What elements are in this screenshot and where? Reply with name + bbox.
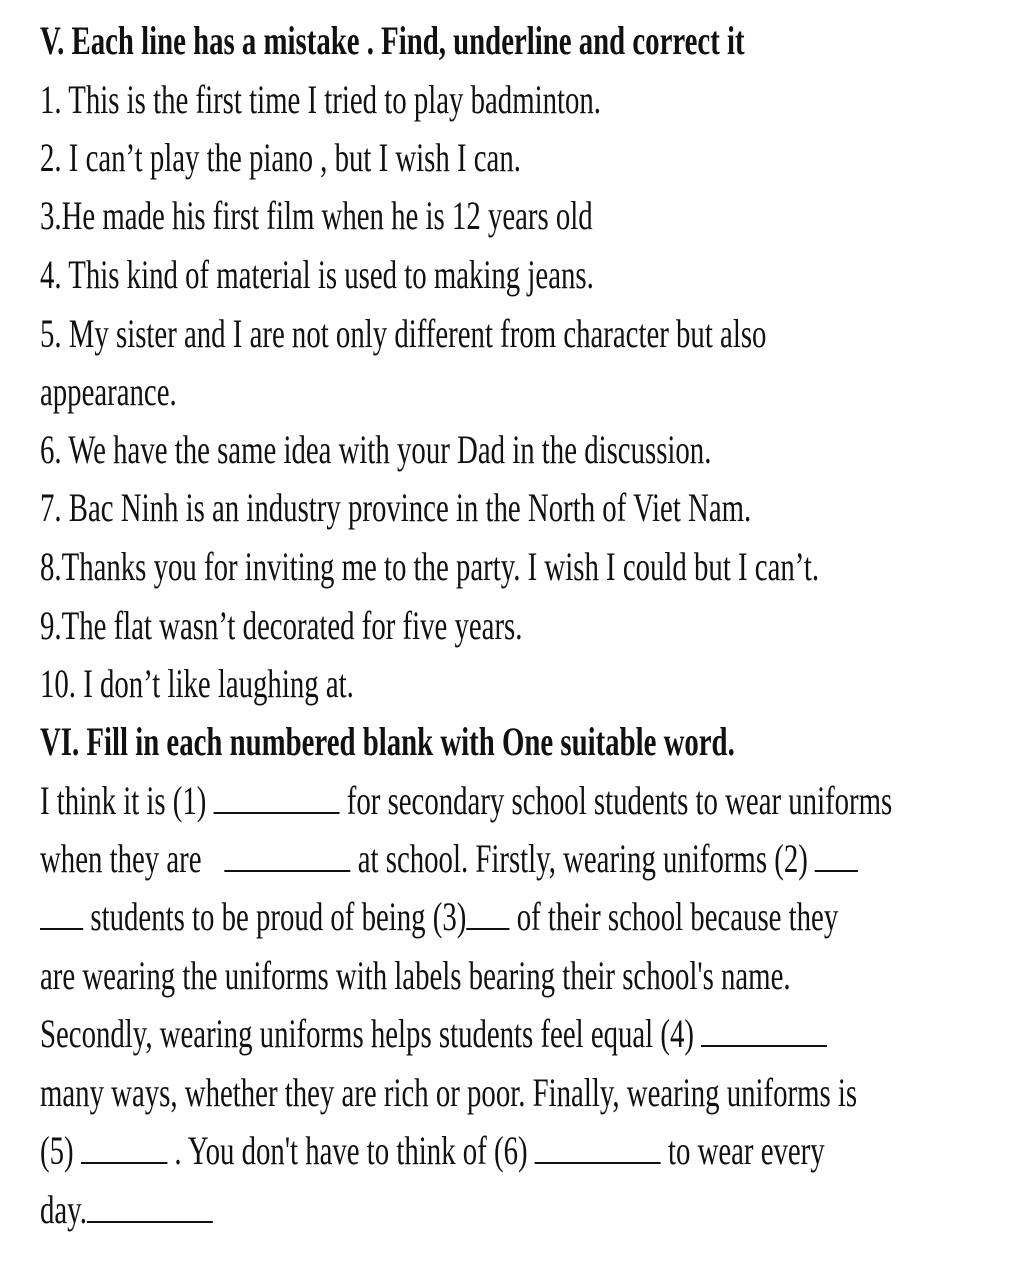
exercise-line-8: 8.Thanks you for inviting me to the party. I wish I could but I can’t. xyxy=(40,544,820,589)
passage-text: of their school because they xyxy=(509,894,839,939)
passage-text: when they are xyxy=(40,836,209,881)
exercise-line-10: 10. I don’t like laughing at. xyxy=(40,661,354,706)
exercise-line-2: 2. I can’t play the piano , but I wish I can. xyxy=(40,135,521,180)
exercise-line-5: 5. My sister and I are not only different from character but also xyxy=(40,311,767,356)
blank-1[interactable] xyxy=(214,778,340,814)
blank-6[interactable] xyxy=(535,1128,661,1164)
passage-text: at school. Firstly, wearing uniforms (2) xyxy=(350,836,816,881)
passage-text: Secondly, wearing uniforms helps students feel equal (4) xyxy=(40,1011,702,1056)
blank-4[interactable] xyxy=(701,1011,827,1047)
passage-text: (5) xyxy=(40,1128,81,1173)
section-6-heading: VI. Fill in each numbered blank with One suitable word. xyxy=(40,719,735,764)
passage-text: to wear every xyxy=(660,1128,825,1173)
exercise-line-1: 1. This is the first time I tried to play badminton. xyxy=(40,77,602,122)
exercise-line-4: 4. This kind of material is used to making jeans. xyxy=(40,252,594,297)
passage-line-6: many ways, whether they are rich or poor. Finally, wearing uniforms is xyxy=(40,1070,858,1115)
passage-text: I think it is (1) xyxy=(40,778,214,823)
passage-line-5 xyxy=(40,1009,827,1059)
blank-2[interactable] xyxy=(815,836,858,872)
passage-line-3 xyxy=(40,892,838,942)
section-5-heading: V. Each line has a mistake . Find, underline and correct it xyxy=(40,18,745,63)
passage-text: day. xyxy=(40,1187,87,1232)
passage-line-1 xyxy=(40,776,892,826)
blank-7[interactable] xyxy=(87,1187,213,1223)
blank-5[interactable] xyxy=(81,1128,167,1164)
passage-line-7 xyxy=(40,1126,825,1176)
blank-3[interactable] xyxy=(466,894,509,930)
passage-line-2 xyxy=(40,834,858,884)
exercise-line-5-continued: appearance. xyxy=(40,369,177,414)
exercise-line-3: 3.He made his first film when he is 12 years old xyxy=(40,193,593,238)
blank-unnumbered[interactable] xyxy=(225,836,351,872)
passage-line-4: are wearing the uniforms with labels bearing their school's name. xyxy=(40,953,791,998)
exercise-line-7: 7. Bac Ninh is an industry province in the North of Viet Nam. xyxy=(40,485,752,530)
passage-line-8 xyxy=(40,1185,213,1235)
blank-2-continued[interactable] xyxy=(40,894,83,930)
exercise-line-9: 9.The flat wasn’t decorated for five years. xyxy=(40,603,523,648)
passage-text: students to be proud of being (3) xyxy=(83,894,467,939)
passage-text: . You don't have to think of (6) xyxy=(167,1128,535,1173)
passage-text: for secondary school students to wear uniforms xyxy=(339,778,893,823)
exercise-line-6: 6. We have the same idea with your Dad in the discussion. xyxy=(40,427,712,472)
